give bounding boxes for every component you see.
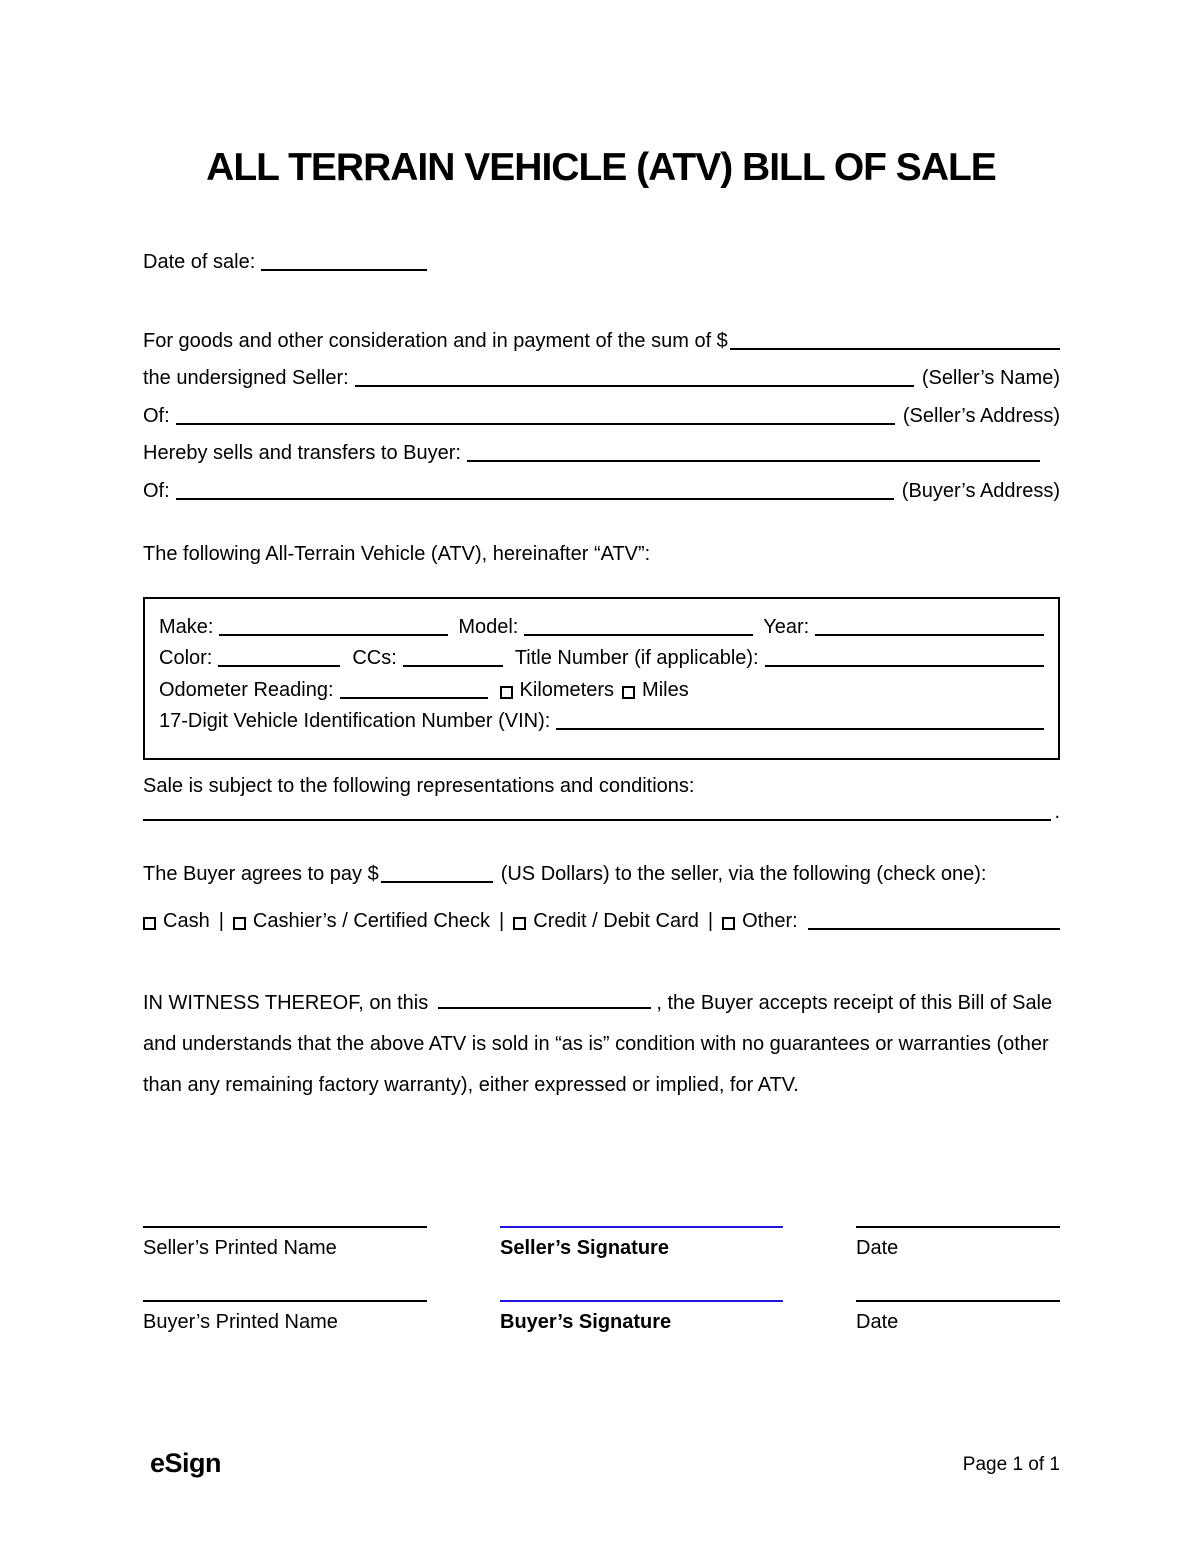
seller-address-blank[interactable]: [176, 423, 895, 425]
esign-logo: eSign: [150, 1448, 222, 1478]
buyer-address-label: Of:: [143, 479, 170, 502]
odometer-blank[interactable]: [340, 697, 488, 699]
buyer-address-row: [143, 465, 1060, 503]
other-checkbox[interactable]: [722, 917, 735, 930]
make-blank[interactable]: [219, 634, 448, 636]
cashiers-check-label: Cashier’s / Certified Check: [252, 910, 491, 932]
model-blank[interactable]: [524, 634, 753, 636]
page-title: ALL TERRAIN VEHICLE (ATV) BILL OF SALE: [206, 146, 996, 189]
buyer-printed-name-cell: [143, 1300, 427, 1334]
witness-paragraph: [143, 983, 1060, 1106]
cashiers-check-checkbox[interactable]: [233, 917, 246, 930]
seller-date-cell: [856, 1226, 1060, 1260]
seller-name-blank[interactable]: [355, 385, 914, 387]
buyer-address-hint: (Buyer’s Address): [901, 479, 1060, 502]
buyer-date-line[interactable]: [856, 1300, 1060, 1302]
seller-signature-cell: [500, 1226, 783, 1260]
buyer-address-blank[interactable]: [176, 498, 894, 500]
page-number: Page 1 of 1: [962, 1454, 1060, 1475]
buyer-date-cell: [856, 1300, 1060, 1334]
payment-options-row: [143, 903, 1060, 933]
witness-prefix: IN WITNESS THEREOF, on this: [143, 992, 429, 1014]
conditions-period: .: [1054, 801, 1060, 823]
buyer-signature-label: Buyer’s Signature: [500, 1311, 672, 1333]
credit-debit-label: Credit / Debit Card: [533, 910, 699, 932]
vin-label: 17-Digit Vehicle Identification Number (VIN):: [159, 710, 551, 732]
conditions-line-row: [143, 798, 1060, 824]
payment-suffix: (US Dollars) to the seller, via the following (check one):: [500, 863, 987, 885]
vin-row: [159, 702, 1044, 734]
buyer-signature-row: [143, 1300, 1060, 1334]
miles-label: Miles: [642, 678, 689, 701]
seller-printed-name-line[interactable]: [143, 1226, 427, 1228]
date-of-sale-label: Date of sale:: [143, 251, 256, 273]
miles-checkbox[interactable]: [622, 686, 635, 699]
other-label: Other:: [742, 910, 798, 932]
payment-prefix: The Buyer agrees to pay $: [143, 863, 379, 885]
witness-date-blank[interactable]: [438, 1007, 651, 1009]
buyer-date-label: Date: [856, 1311, 899, 1333]
seller-signature-row: [143, 1226, 1060, 1260]
witness-suffix: , the Buyer accepts receipt of this Bill of Sale and understands that the above ATV is sold in “as is” condition with no guarantees or warranties (other than any remaining factory warranty), either expressed or implied, for ATV.: [143, 992, 1053, 1096]
seller-address-hint: (Seller’s Address): [902, 404, 1060, 427]
buyer-name-blank[interactable]: [467, 460, 1040, 462]
seller-signature-label: Seller’s Signature: [500, 1237, 669, 1259]
separator-pipe: |: [707, 910, 714, 932]
separator-pipe: |: [499, 910, 505, 932]
odometer-label: Odometer Reading:: [159, 678, 334, 701]
vehicle-intro-text: The following All-Terrain Vehicle (ATV), hereinafter “ATV”:: [143, 543, 651, 565]
ccs-blank[interactable]: [403, 665, 503, 667]
year-blank[interactable]: [815, 634, 1044, 636]
year-label: Year:: [763, 615, 810, 638]
conditions-intro: Sale is subject to the following representations and conditions:: [143, 775, 695, 797]
seller-address-row: [143, 390, 1060, 428]
intro-section: [143, 315, 1060, 503]
buyer-signature-line[interactable]: [500, 1300, 783, 1302]
seller-date-label: Date: [856, 1237, 899, 1259]
buyer-name-label: Hereby sells and transfers to Buyer:: [143, 442, 461, 464]
cash-checkbox[interactable]: [143, 917, 156, 930]
buyer-name-row: [143, 428, 1060, 466]
buyer-printed-name-label: Buyer’s Printed Name: [143, 1311, 338, 1333]
vin-blank[interactable]: [556, 728, 1044, 730]
sum-row: [143, 315, 1060, 353]
odometer-row: [159, 670, 1044, 702]
seller-printed-name-label: Seller’s Printed Name: [143, 1237, 337, 1259]
separator-pipe: |: [218, 910, 224, 932]
title-number-label: Title Number (if applicable):: [514, 647, 759, 669]
color-ccs-title-row: [159, 639, 1044, 671]
title-number-blank[interactable]: [765, 665, 1044, 667]
credit-debit-checkbox[interactable]: [513, 917, 526, 930]
payment-row: [143, 856, 1065, 886]
vehicle-details-box: [143, 597, 1060, 760]
buyer-printed-name-line[interactable]: [143, 1300, 427, 1302]
payment-amount-blank[interactable]: [381, 881, 493, 883]
sum-prefix: For goods and other consideration and in payment of the sum of $: [143, 329, 728, 352]
kilometers-label: Kilometers: [519, 678, 615, 701]
sum-amount-blank[interactable]: [730, 348, 1060, 350]
make-label: Make:: [159, 615, 214, 638]
cash-label: Cash: [163, 910, 210, 932]
seller-date-line[interactable]: [856, 1226, 1060, 1228]
model-label: Model:: [458, 615, 519, 638]
seller-printed-name-cell: [143, 1226, 427, 1260]
make-model-year-row: [159, 607, 1044, 639]
kilometers-checkbox[interactable]: [500, 686, 513, 699]
date-of-sale-blank[interactable]: [261, 269, 427, 271]
other-method-blank[interactable]: [808, 928, 1060, 930]
seller-name-hint: (Seller’s Name): [921, 367, 1060, 389]
conditions-blank[interactable]: [143, 819, 1051, 821]
seller-name-row: [143, 353, 1060, 391]
seller-address-label: Of:: [143, 404, 170, 427]
seller-signature-line[interactable]: [500, 1226, 783, 1228]
seller-name-label: the undersigned Seller:: [143, 367, 349, 389]
date-of-sale-row: [143, 244, 427, 274]
ccs-label: CCs:: [352, 647, 397, 669]
buyer-signature-cell: [500, 1300, 783, 1334]
color-blank[interactable]: [218, 665, 340, 667]
color-label: Color:: [159, 647, 213, 669]
